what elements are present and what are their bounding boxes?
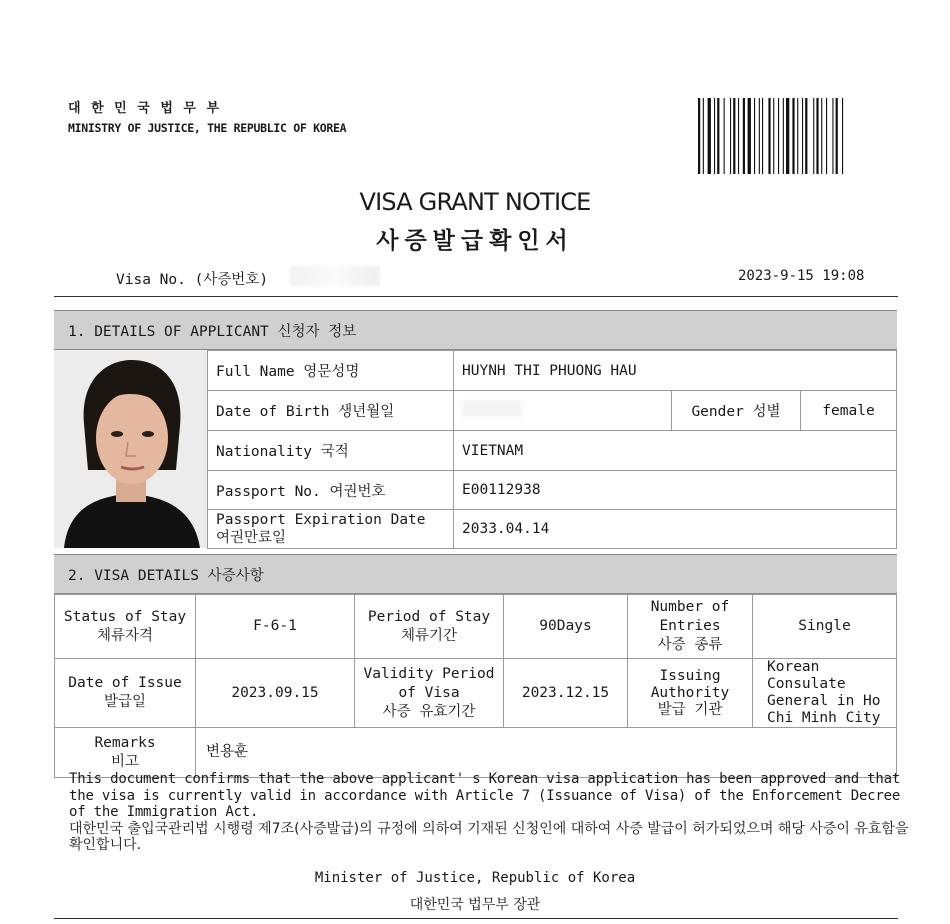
nationality-label: Nationality 국적 [208, 431, 454, 471]
remarks-label [55, 728, 196, 778]
entries-label-line-1: Number of [650, 599, 730, 615]
authority-label-line-2: Authority [650, 684, 730, 701]
period-of-stay-label-en: Period of Stay [367, 608, 491, 625]
ministry-name-korean: 대 한 민 국 법 무 부 [68, 101, 223, 116]
date-of-issue-label-kr: 발급일 [103, 694, 147, 710]
passport-expiration-label-kr: 여권만료일 [216, 530, 287, 546]
visa-details-table [54, 594, 897, 778]
authority-line-3: Chi Minh City [767, 710, 881, 726]
status-of-stay-label-en: Status of Stay [63, 608, 187, 625]
remarks-value: 변용훈 [196, 728, 897, 778]
nationality-value: VIETNAM [454, 431, 897, 471]
entries-label-line-2: Entries [659, 618, 721, 634]
barcode [698, 98, 894, 174]
confirmation-statement [69, 771, 909, 854]
issue-timestamp: 2023-9-15 19:08 [738, 268, 865, 284]
date-of-issue-label-en: Date of Issue [68, 675, 182, 691]
period-of-stay-value: 90Days [504, 595, 628, 659]
validity-period-value: 2023.12.15 [504, 659, 628, 728]
passport-expiration-value: 2033.04.14 [454, 510, 897, 549]
divider-bottom [54, 918, 898, 919]
confirmation-statement-korean: 대한민국 출입국관리법 시행령 제7조(사증발급)의 규정에 의하여 기재된 신청인에 대하여 사증 발급이 허가되었으며 해당 사증이 유효함을 확인합니다. [69, 820, 909, 853]
document-title-korean: 사증발급확인서 [376, 228, 574, 254]
validity-label-line-1: Validity Period [363, 665, 495, 682]
gender-label: Gender 성별 [672, 391, 801, 431]
remarks-label-en: Remarks [94, 734, 156, 751]
signatory-korean: 대한민국 법무부 장관 [409, 897, 541, 913]
confirmation-statement-english: This document confirms that the above applicant' s Korean visa application has been approved and that the visa is currently valid in accordance with Article 7 (Issuance of Visa) of the Enforcement Decree of the Immigration Act. [69, 771, 901, 820]
applicant-details-table [207, 350, 897, 549]
date-of-birth-label: Date of Birth 생년월일 [208, 391, 454, 431]
remarks-label-kr: 비고 [110, 753, 139, 770]
validity-label-line-2: of Visa [398, 684, 460, 701]
authority-label-line-1: Issuing [659, 667, 721, 684]
validity-period-label [355, 659, 504, 728]
date-of-birth-redacted [462, 401, 522, 417]
issuing-authority-value [753, 659, 897, 728]
gender-value: female [801, 391, 897, 431]
status-of-stay-label [55, 595, 196, 659]
status-of-stay-value: F-6-1 [196, 595, 355, 659]
number-of-entries-value: Single [753, 595, 897, 659]
authority-line-2: General in Ho [767, 693, 881, 709]
section-visa-heading: 2. VISA DETAILS 사증사항 [54, 554, 897, 594]
full-name-label: Full Name 영문성명 [208, 351, 454, 391]
visa-number-redacted [290, 266, 380, 286]
signatory-english: Minister of Justice, Republic of Korea [314, 870, 636, 886]
ministry-name-english: MINISTRY OF JUSTICE, THE REPUBLIC OF KOREA [68, 121, 347, 135]
issuing-authority-label [628, 659, 753, 728]
entries-label-line-3: 사증 종류 [657, 637, 723, 653]
passport-number-label: Passport No. 여권번호 [208, 471, 454, 510]
applicant-photo [54, 350, 207, 548]
period-of-stay-label [355, 595, 504, 659]
divider-top [54, 296, 898, 297]
passport-number-value: E00112938 [454, 471, 897, 510]
validity-label-line-3: 사증 유효기간 [382, 703, 476, 720]
document-title-english: VISA GRANT NOTICE [359, 188, 591, 216]
period-of-stay-label-kr: 체류기간 [400, 627, 458, 644]
passport-expiration-label-en: Passport Expiration Date [216, 512, 426, 528]
number-of-entries-label [628, 595, 753, 659]
authority-label-line-3: 발급 기관 [657, 701, 723, 718]
date-of-issue-value: 2023.09.15 [196, 659, 355, 728]
full-name-value: HUYNH THI PHUONG HAU [454, 351, 897, 391]
section-applicant-heading: 1. DETAILS OF APPLICANT 신청자 정보 [54, 310, 897, 350]
status-of-stay-label-kr: 체류자격 [96, 627, 154, 644]
passport-expiration-label [208, 510, 454, 549]
visa-number-label: Visa No. (사증번호) [116, 272, 269, 288]
date-of-birth-value [454, 391, 672, 431]
date-of-issue-label [55, 659, 196, 728]
authority-line-1: Korean Consulate [767, 659, 846, 692]
